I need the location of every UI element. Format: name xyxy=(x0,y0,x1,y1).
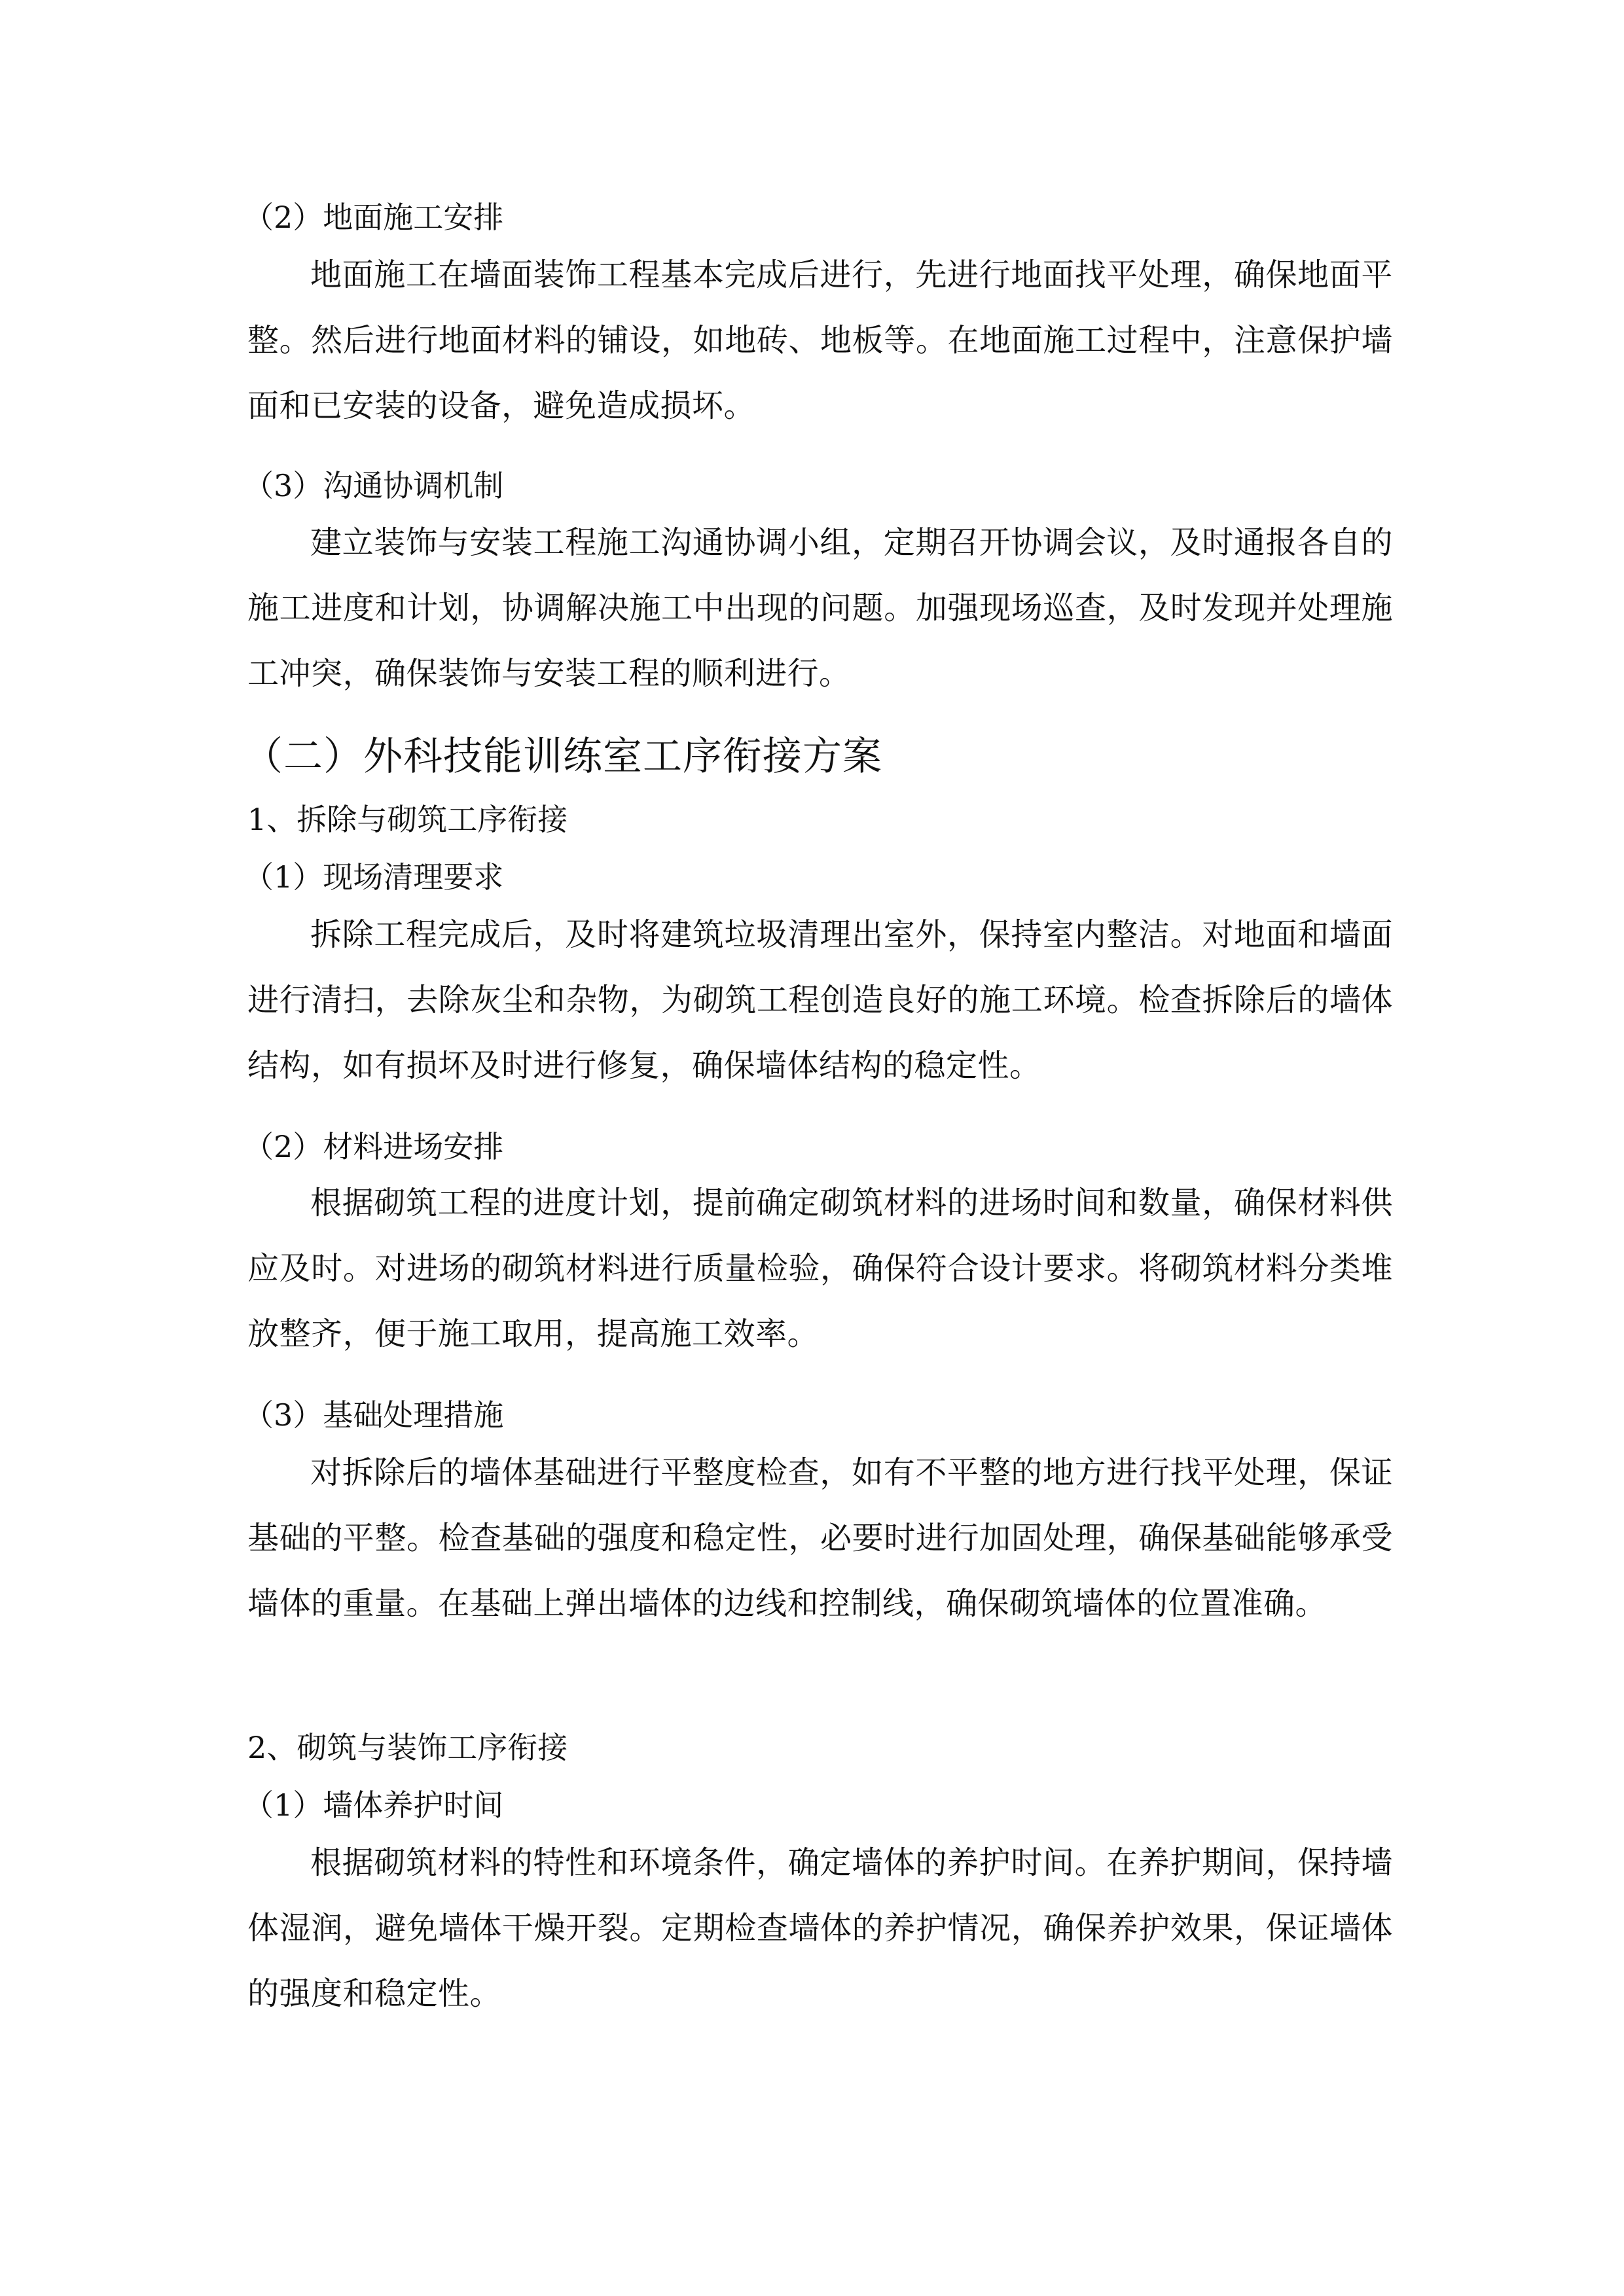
paragraph-site-cleanup: 拆除工程完成后，及时将建筑垃圾清理出室外，保持室内整洁。对地面和墙面进行清扫，去除灰尘和杂物，为砌筑工程创造良好的施工环境。检查拆除后的墙体结构，如有损坏及时进行修复，确保墙体结构的稳定性。 xyxy=(247,916,1393,1084)
subheading-wall-curing: （1）墙体养护时间 xyxy=(244,1787,504,1823)
subheading-foundation-treatment: （3）基础处理措施 xyxy=(244,1397,504,1433)
item-demolition-masonry: 1、拆除与砌筑工序衔接 xyxy=(247,802,568,837)
paragraph-foundation-treatment: 对拆除后的墙体基础进行平整度检查，如有不平整的地方进行找平处理，保证基础的平整。检查基础的强度和稳定性，必要时进行加固处理，确保基础能够承受墙体的重量。在基础上弹出墙体的边线和控制线，确保砌筑墙体的位置准确。 xyxy=(247,1454,1393,1622)
paragraph-floor-construction: 地面施工在墙面装饰工程基本完成后进行，先进行地面找平处理，确保地面平整。然后进行地面材料的铺设，如地砖、地板等。在地面施工过程中，注意保护墙面和已安装的设备，避免造成损坏。 xyxy=(247,257,1393,424)
subheading-site-cleanup: （1）现场清理要求 xyxy=(244,859,504,895)
paragraph-material-arrival: 根据砌筑工程的进度计划，提前确定砌筑材料的进场时间和数量，确保材料供应及时。对进场的砌筑材料进行质量检验，确保符合设计要求。将砌筑材料分类堆放整齐，便于施工取用，提高施工效率。 xyxy=(247,1185,1393,1352)
subheading-floor-construction: （2）地面施工安排 xyxy=(244,200,504,235)
subheading-material-arrival: （2）材料进场安排 xyxy=(244,1129,504,1164)
item-masonry-decoration: 2、砌筑与装饰工序衔接 xyxy=(247,1730,568,1765)
paragraph-coordination-mechanism: 建立装饰与安装工程施工沟通协调小组，定期召开协调会议，及时通报各自的施工进度和计划，协调解决施工中出现的问题。加强现场巡查，及时发现并处理施工冲突，确保装饰与安装工程的顺利进行。 xyxy=(247,524,1393,692)
subheading-coordination-mechanism: （3）沟通协调机制 xyxy=(244,468,504,503)
section-heading-surgical-training-room: （二）外科技能训练室工序衔接方案 xyxy=(244,734,882,780)
paragraph-wall-curing: 根据砌筑材料的特性和环境条件，确定墙体的养护时间。在养护期间，保持墙体湿润，避免墙体干燥开裂。定期检查墙体的养护情况，确保养护效果，保证墙体的强度和稳定性。 xyxy=(247,1844,1393,2012)
